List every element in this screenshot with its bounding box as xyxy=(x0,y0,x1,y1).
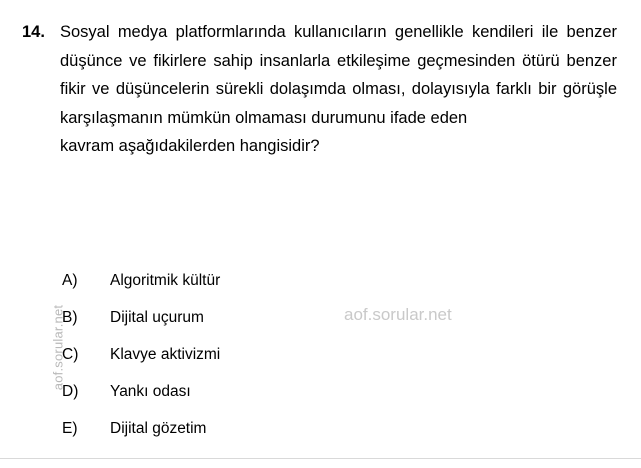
option-c[interactable] xyxy=(62,346,582,383)
question-number: 14. xyxy=(22,23,45,41)
option-label: Algoritmik kültür xyxy=(110,272,221,289)
option-letter: C) xyxy=(62,346,79,363)
question-text-line: genellikle kendileri ile benzer düşünce ve xyxy=(60,23,617,70)
question-text-line: fikirlere sahip insanlarla etkileşime xyxy=(153,51,411,70)
options-list xyxy=(62,272,582,457)
option-label: Yankı odası xyxy=(110,383,191,400)
option-b[interactable] xyxy=(62,309,582,346)
question-text-last-line: kavram aşağıdakilerden hangisidir? xyxy=(60,137,320,155)
option-label: Klavye aktivizmi xyxy=(110,346,221,363)
watermark-left: aof.sorular.net xyxy=(50,304,66,391)
option-letter: A) xyxy=(62,272,78,289)
option-label: Dijital uçurum xyxy=(110,309,204,326)
question-block xyxy=(22,18,617,161)
option-letter: B) xyxy=(62,309,78,326)
footer-divider xyxy=(0,458,641,459)
option-letter: E) xyxy=(62,420,78,437)
question-text xyxy=(60,18,617,161)
question-text-line: dolayısıyla farklı bir görüşle karşılaşmanın xyxy=(60,80,618,127)
watermark-center: aof.sorular.net xyxy=(344,305,452,324)
question-text-line: Sosyal medya platformlarında kullanıcıların xyxy=(60,23,387,41)
option-d[interactable] xyxy=(62,383,582,420)
option-a[interactable] xyxy=(62,272,582,309)
question-text-line: geçmesinden ötürü benzer fikir ve xyxy=(60,51,617,98)
option-letter: D) xyxy=(62,383,79,400)
option-e[interactable] xyxy=(62,420,582,457)
option-label: Dijital gözetim xyxy=(110,420,207,437)
question-text-line: düşüncelerin sürekli dolaşımda olması, xyxy=(115,80,406,98)
question-text-line: mümkün olmaması durumunu ifade eden xyxy=(167,108,468,127)
